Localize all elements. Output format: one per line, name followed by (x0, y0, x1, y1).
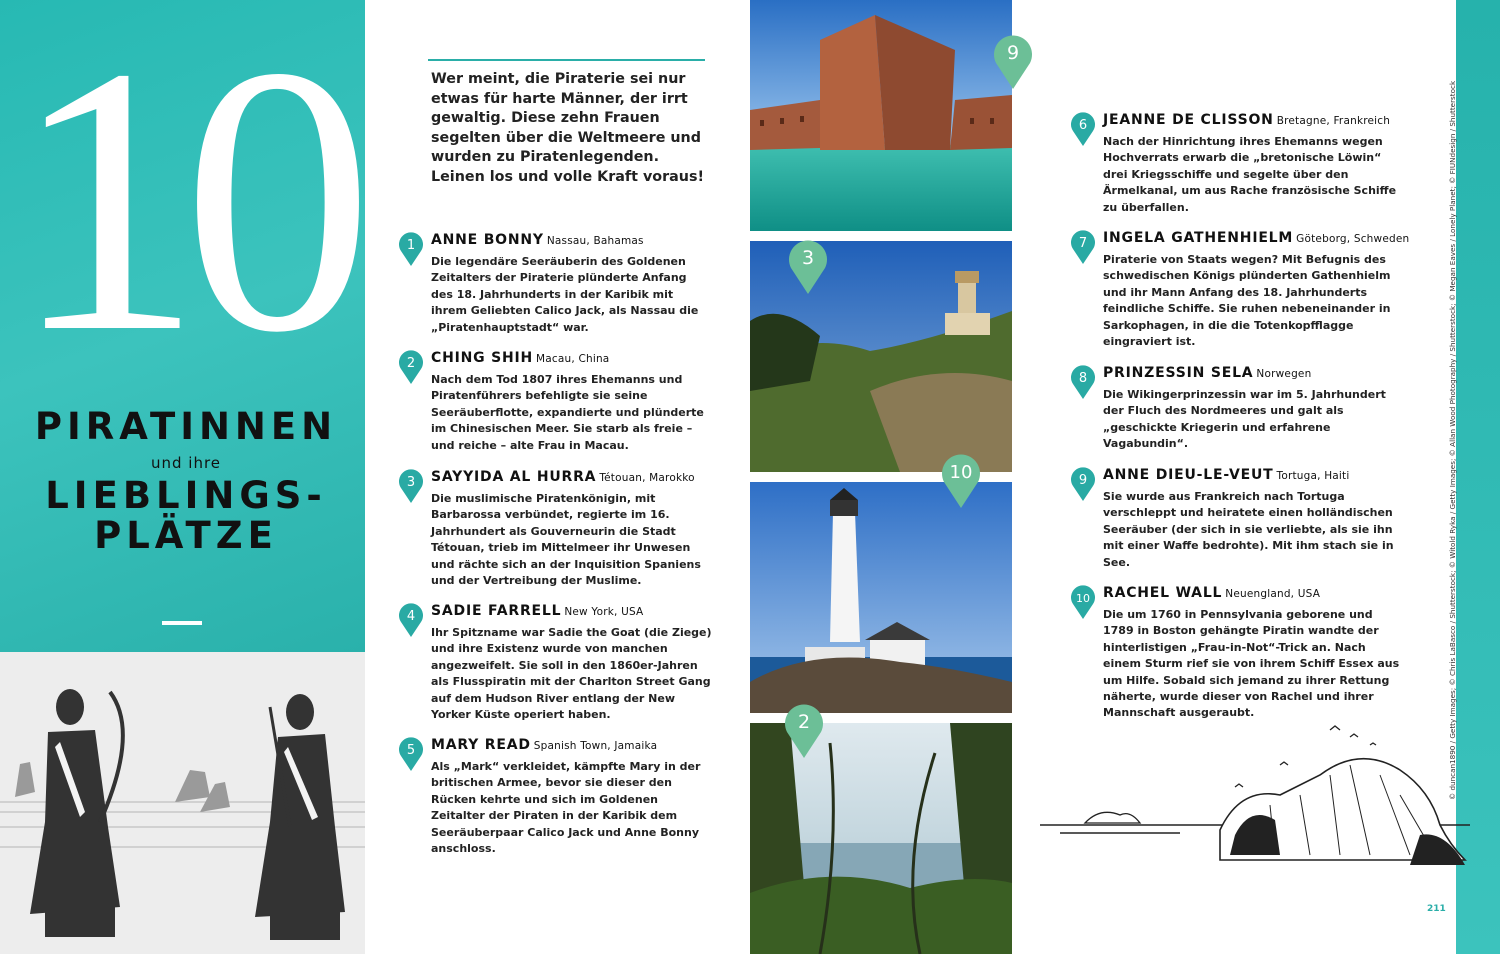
entry-9 (1078, 467, 1403, 571)
island-sketch (1040, 715, 1470, 885)
entry-8-location: Norwegen (1256, 368, 1312, 380)
photo-white-lighthouse (750, 482, 1012, 713)
entry-2-name: CHING SHIH (431, 350, 534, 366)
svg-text:10: 10 (949, 462, 973, 483)
photo-credits: © duncan1890 / Getty Images; © Chris LaBasco / Shutterstock; © Witold Ryka / Getty Images; © Allan Wood Photography / Shutterstock; © Megan Eaves / Lonely Planet; © FIUNdesign / Shutterstock (1448, 80, 1457, 800)
marker-9-icon (1070, 465, 1096, 501)
entry-9-text: Sie wurde aus Frankreich nach Tortuga verschleppt und heiratete einen holländischen Seeräuber (der sich in sie verliebte, als sie ihn mit einer Waffe bedrohte). Mit ihm stach sie in See. (1103, 490, 1394, 569)
entry-5-name: MARY READ (431, 737, 531, 753)
entry-7-name: INGELA GATHENHIELM (1103, 230, 1294, 246)
marker-4-icon (398, 601, 424, 637)
photo-marker-2-icon (784, 700, 824, 758)
entry-8-name: PRINZESSIN SELA (1103, 365, 1254, 381)
marker-2-icon (398, 348, 424, 384)
entry-10-location: Neuengland, USA (1225, 588, 1321, 600)
entry-7-location: Göteborg, Schweden (1296, 233, 1410, 245)
entry-5 (406, 737, 713, 857)
page-number: 211 (1427, 904, 1446, 914)
marker-6-icon (1070, 110, 1096, 146)
svg-text:5: 5 (406, 743, 416, 758)
entry-6-name: JEANNE DE CLISSON (1103, 112, 1274, 128)
svg-text:3: 3 (801, 247, 815, 269)
svg-text:9: 9 (1078, 473, 1088, 488)
photo-fort (750, 0, 1012, 231)
svg-text:6: 6 (1078, 118, 1088, 133)
marker-5-icon (398, 735, 424, 771)
entry-3-location: Tétouan, Marokko (599, 472, 695, 484)
entry-4-location: New York, USA (564, 606, 644, 618)
svg-text:3: 3 (406, 475, 416, 490)
svg-text:1: 1 (406, 238, 416, 253)
entry-9-location: Tortuga, Haiti (1276, 470, 1350, 482)
entry-3 (406, 469, 713, 589)
entry-4-text: Ihr Spitzname war Sadie the Goat (die Ziege) und ihre Existenz wurde von manchen angezweifelt. Sie soll in den 1860er-Jahren als Flusspiratin mit der Charlton Street Gang auf dem Hudson River entlang der New Yorker Küste operiert haben. (431, 626, 712, 722)
svg-text:7: 7 (1078, 236, 1088, 251)
entry-7-text: Piraterie von Staats wegen? Mit Befugnis des schwedischen Königs plünderten Gathenhielm und ihr Mann Anfang des 18. Jahrhunderts feindliche Schiffe. Sie ruhen nebeneinander in Sarkophagen, in die die Totenkopfflagge eingraviert ist. (1103, 253, 1391, 349)
svg-text:8: 8 (1078, 371, 1088, 386)
entry-2-location: Macau, China (536, 353, 610, 365)
marker-8-icon (1070, 363, 1096, 399)
entry-4 (406, 603, 713, 723)
entry-1-text: Die legendäre Seeräuberin des Goldenen Zeitalters der Piraterie plünderte Anfang des 18. Jahrhunderts in der Karibik mit ihrem Geliebten Calico Jack, als Nassau die „Piratenhauptstadt“ war. (431, 255, 699, 334)
title-panel (0, 0, 365, 652)
photo-marker-9-icon (993, 31, 1033, 89)
photo-marker-3-icon (788, 236, 828, 294)
entry-5-location: Spanish Town, Jamaika (533, 740, 658, 752)
entry-5-text: Als „Mark“ verkleidet, kämpfte Mary in der britischen Armee, bevor sie dieser den Rücken kehrte und sich im Goldenen Zeitalter der Piraten in der Karibik dem Seeräuberpaar Calico Jack und Anne Bonny anschloss. (431, 760, 701, 856)
title-line-1: PIRATINNEN (34, 405, 338, 448)
entry-1-name: ANNE BONNY (431, 232, 544, 248)
svg-text:4: 4 (406, 609, 416, 624)
entry-6-text: Nach der Hinrichtung ihres Ehemanns wegen Hochverrats erwarb die „bretonische Löwin“ drei Kriegsschiffe und segelte über den Ärmelkanal, um aus Rache französische Schiffe zu überfallen. (1103, 135, 1397, 214)
svg-text:9: 9 (1006, 42, 1020, 64)
big-number: 10 (11, 0, 354, 411)
entry-6-location: Bretagne, Frankreich (1276, 115, 1391, 127)
title-line-2: und ihre (150, 454, 222, 472)
intro-rule (428, 59, 705, 61)
entry-10-text: Die um 1760 in Pennsylvania geborene und 1789 in Boston gehängte Piratin wandte der hinterlistigen „Frau-in-Not“-Trick an. Nach einem Sturm rief sie von ihrem Schiff Essex aus um Hilfe. Sobald sich jemand zu ihrer Rettung näherte, wurde dieser von Rachel und ihrer Mannschaft ausgeraubt. (1103, 608, 1400, 720)
svg-text:2: 2 (797, 711, 811, 733)
intro-text: Wer meint, die Piraterie sei nur etwas für harte Männer, der irrt gewaltig. Diese zehn Frauen segelten über die Weltmeere und wurden zu Piratenlegenden. Leinen los und volle Kraft voraus! (431, 71, 704, 185)
marker-1-icon (398, 230, 424, 266)
entry-7 (1078, 230, 1410, 350)
entry-9-name: ANNE DIEU-LE-VEUT (1103, 467, 1274, 483)
entry-2 (406, 350, 713, 454)
svg-text:10: 10 (1076, 592, 1090, 605)
marker-7-icon (1070, 228, 1096, 264)
title-line-4: PLÄTZE (94, 514, 278, 557)
title-line-3: LIEBLINGS- (45, 474, 327, 517)
entry-2-text: Nach dem Tod 1807 ihres Ehemanns und Piratenführers befehligte sie seine Seeräuberflotte, expandierte und plünderte im Chinesischen Meer. Sie starb als freie – und reiche – alte Frau in Macau. (431, 373, 704, 452)
marker-10-icon (1070, 583, 1096, 619)
entry-6 (1078, 112, 1403, 216)
entry-10-name: RACHEL WALL (1103, 585, 1223, 601)
entry-4-name: SADIE FARRELL (431, 603, 562, 619)
entry-3-name: SAYYIDA AL HURRA (431, 469, 597, 485)
entry-3-text: Die muslimische Piratenkönigin, mit Barbarossa verbündet, regierte im 16. Jahrhundert als Gouverneurin die Stadt Tétouan, trieb im Mittelmeer ihr Unwesen und rächte sich an der Inquisition Spaniens und der Vertreibung der Muslime. (431, 492, 701, 588)
marker-3-icon (398, 467, 424, 503)
entry-10 (1076, 585, 1403, 722)
photo-marker-10-icon (941, 450, 981, 508)
svg-text:2: 2 (406, 356, 416, 371)
entry-1 (406, 232, 711, 336)
pirate-women-engraving (0, 652, 365, 954)
entry-8 (1078, 365, 1403, 453)
entry-1-location: Nassau, Bahamas (546, 235, 644, 247)
title-divider (162, 621, 202, 625)
entry-8-text: Die Wikingerprinzessin war im 5. Jahrhundert der Fluch des Nordmeeres und galt als „geschickte Kriegerin und erfahrene Vagabundin“. (1103, 388, 1386, 451)
